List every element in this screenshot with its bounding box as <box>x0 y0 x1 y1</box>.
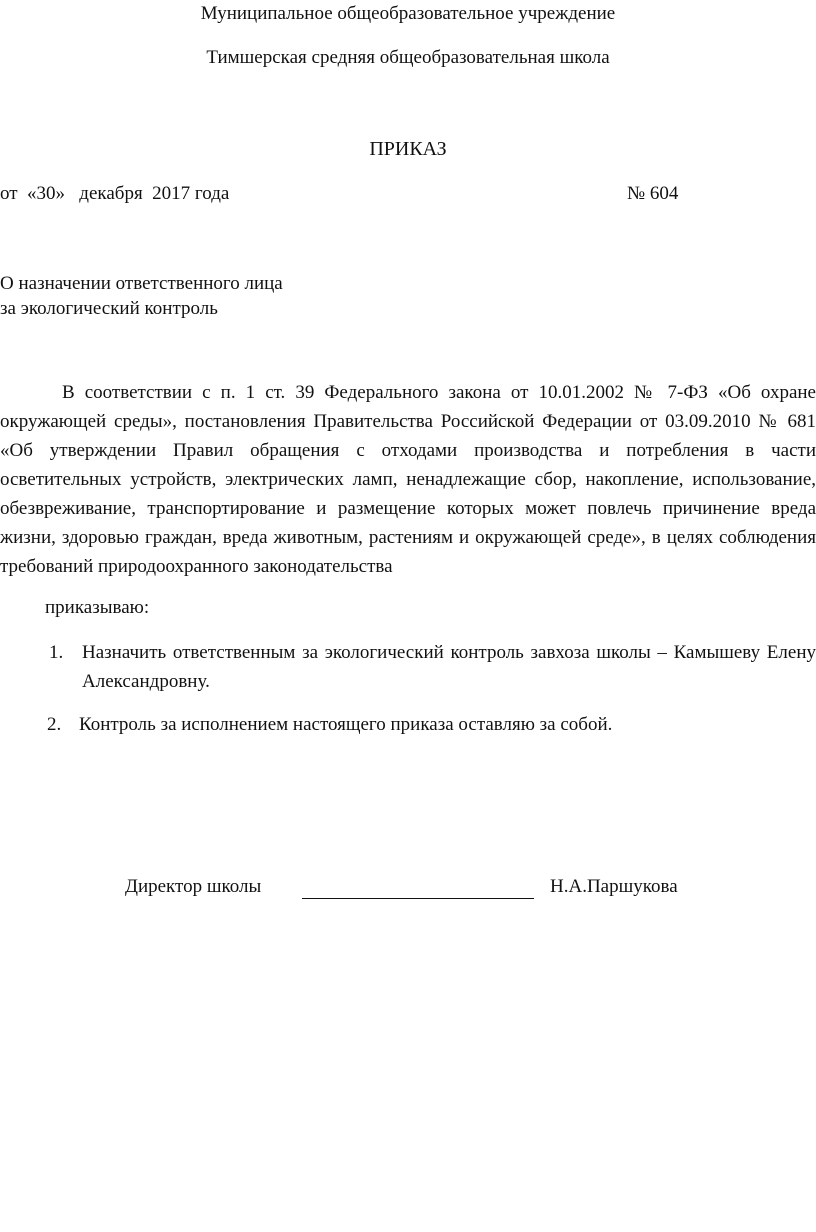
order-item-2 <box>47 713 612 737</box>
order-item-number: 1. <box>49 642 64 663</box>
order-item-number: 2. <box>47 714 62 735</box>
order-subject-line-1: О назначении ответственного лица <box>0 273 283 294</box>
order-subject-line-2: за экологический контроль <box>0 298 218 319</box>
order-word: приказываю: <box>45 597 150 618</box>
organization-line-1: Муниципальное общеобразовательное учреждение <box>200 3 616 24</box>
order-item-text: Контроль за исполнением настоящего приказа оставляю за собой. <box>79 714 613 735</box>
order-item-text: Назначить ответственным за экологический контроль завхоза школы – Камышеву Елену Александровну. <box>82 642 816 692</box>
organization-line-2: Тимшерская средняя общеобразовательная школа <box>206 47 610 68</box>
signatory-name: Н.А.Паршукова <box>550 876 678 897</box>
order-number: № 604 <box>627 183 679 204</box>
order-date: от «30» декабря 2017 года <box>0 183 230 204</box>
signatory-role: Директор школы <box>125 876 262 897</box>
document-title: ПРИКАЗ <box>369 138 447 160</box>
preamble-paragraph: В соответствии с п. 1 ст. 39 Федерального закона от 10.01.2002 № 7-ФЗ «Об охране окружающей среды», постановления Правительства Российской Федерации от 03.09.2010 № 681 «Об утверждении Правил обращения с отходами производства и потребления в части осветительных устройств, электрических ламп, ненадлежащие сбор, накопление, использование, обезвреживание, транспортирование и размещение которых может повлечь причинение вреда жизни, здоровью граждан, вреда животным, растениям и окружающей среде», в целях соблюдения требований природоохранного законодательства <box>0 382 816 577</box>
signature-line <box>302 898 534 899</box>
